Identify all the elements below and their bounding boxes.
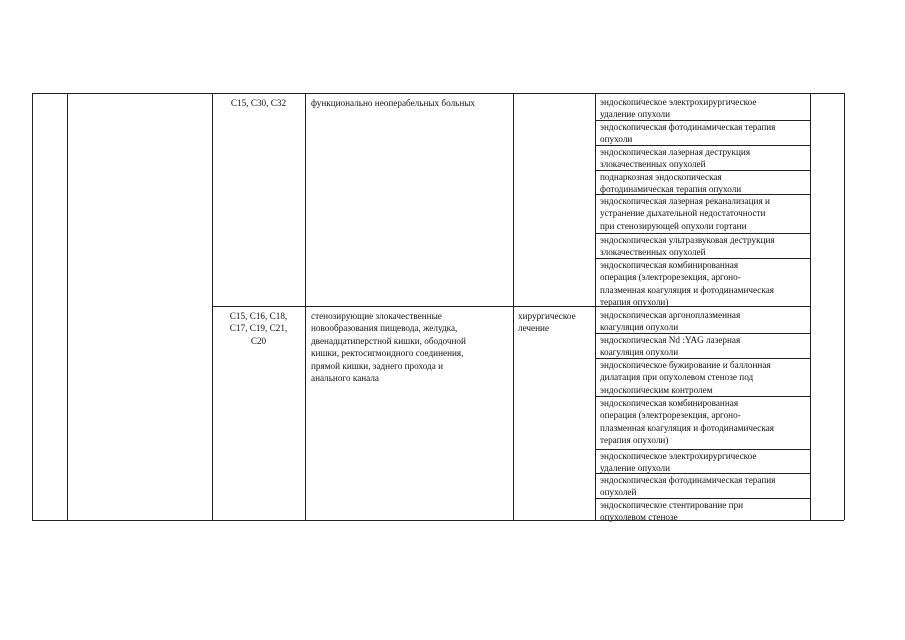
- table-top-border: [32, 93, 844, 94]
- column-border: [810, 93, 811, 520]
- 5-line: эндоскопическая ультразвуковая деструкция: [600, 235, 775, 245]
- codes-line: C20: [250, 335, 267, 346]
- 3-line: поднаркозная эндоскопическая: [600, 172, 722, 182]
- 3-line: фотодинамическая терапия опухоли: [600, 184, 742, 195]
- 1-line: эндоскопическая Nd :YAG лазерная: [600, 335, 741, 345]
- 5-line: опухолей: [600, 487, 637, 498]
- column-border: [32, 93, 33, 520]
- 6-line: операция (электрорезекция, аргоно-: [600, 272, 741, 283]
- 6-line: эндоскопическое стентирование при: [600, 500, 744, 510]
- 4-line: удаление опухоли: [600, 463, 671, 474]
- 6-line: опухолевом стенозе: [600, 512, 678, 523]
- 4-line: эндоскопическая лазерная реканализация и: [600, 196, 770, 206]
- 2-line: эндоскопическим контролем: [600, 384, 713, 395]
- 5-line: эндоскопическая фотодинамическая терапия: [600, 475, 776, 485]
- 3-line: операция (электрорезекция, аргоно-: [600, 410, 741, 421]
- 6-line: эндоскопическая комбинированная: [600, 260, 739, 270]
- treatment-methods-table: [32, 93, 844, 523]
- 4-line: при стенозирующей опухоли гортани: [600, 220, 747, 231]
- column-border: [67, 93, 68, 520]
- 2-line: злокачественных опухолей: [600, 159, 706, 170]
- 1-line: эндоскопическая фотодинамическая терапия: [600, 122, 776, 132]
- codes-line: C15, C30, C32: [230, 98, 287, 108]
- codes-line: C15, C16, C18,: [229, 311, 288, 321]
- condition-line: прямой кишки, заднего прохода и: [311, 360, 444, 371]
- 5-line: злокачественных опухолей: [600, 247, 706, 258]
- condition-line: двенадцатиперстной кишки, ободочной: [311, 335, 466, 346]
- 1-line: коагуляция опухоли: [600, 347, 679, 358]
- 6-line: плазменная коагуляция и фотодинамическая: [600, 284, 775, 295]
- treatment-line: лечение: [518, 323, 550, 334]
- condition-line: новообразования пищевода, желудка,: [311, 323, 458, 334]
- 0-line: удаление опухоли: [600, 109, 671, 120]
- condition-line: кишки, ректосигмоидного соединения,: [311, 348, 464, 359]
- 4-line: эндоскопическое электрохирургическое: [600, 451, 757, 461]
- codes-line: C17, C19, C21,: [229, 323, 288, 334]
- treatment-line: хирургическое: [518, 311, 576, 321]
- 4-line: устранение дыхательной недостаточности: [600, 208, 766, 219]
- 1-line: опухоли: [600, 134, 633, 145]
- 2-line: эндоскопическая лазерная деструкция: [600, 147, 751, 157]
- 0-line: эндоскопическая аргоноплазменная: [600, 310, 741, 320]
- 3-line: плазменная коагуляция и фотодинамическая: [600, 422, 775, 433]
- 3-line: эндоскопическая комбинированная: [600, 398, 739, 408]
- table-bottom-border: [32, 520, 844, 521]
- 2-line: дилатация при опухолевом стенозе под: [600, 372, 754, 383]
- 3-line: терапия опухоли): [600, 435, 669, 446]
- condition-line: функционально неоперабельных больных: [311, 98, 476, 108]
- 0-line: коагуляция опухоли: [600, 322, 679, 333]
- condition-line: стенозирующие злокачественные: [311, 311, 442, 321]
- row-group-separator: [212, 306, 810, 307]
- column-border: [844, 93, 845, 520]
- 0-line: эндоскопическое электрохирургическое: [600, 97, 757, 107]
- condition-line: анального канала: [311, 373, 380, 383]
- 2-line: эндоскопическое бужирование и баллонная: [600, 360, 771, 370]
- 6-line: терапия опухоли): [600, 297, 669, 308]
